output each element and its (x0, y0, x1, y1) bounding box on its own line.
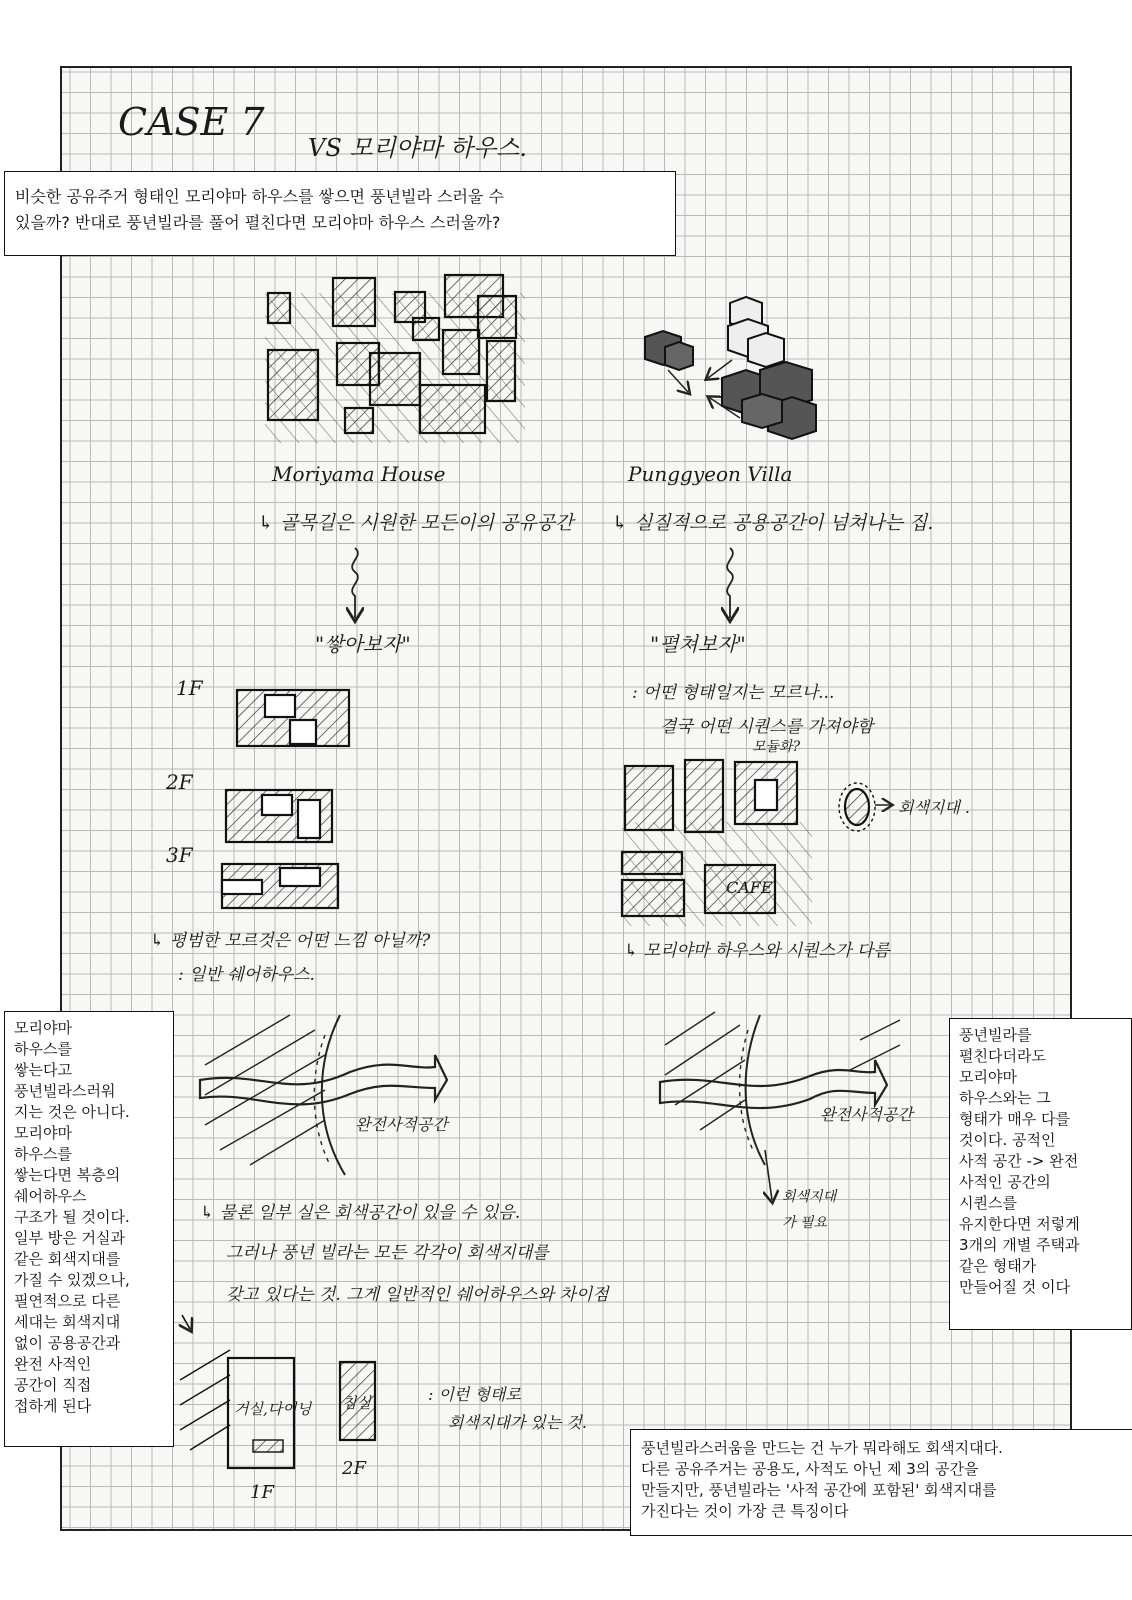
floor-label-1f: 1F (176, 676, 203, 700)
floor-label-2f-bottom: 2F (342, 1458, 366, 1479)
label-punggyeon-villa: Punggyeon Villa (628, 462, 793, 486)
sheet-title: VS 모리야마 하우스. (308, 134, 527, 162)
conclusion-left-1: ↳ 평범한 모르것은 어떤 느낌 아닐까? (150, 931, 431, 951)
note-top-text: 비슷한 공유주거 형태인 모리야마 하우스를 쌓으면 풍년빌라 스러울 수 있을까? 반대로 풍년빌라를 풀어 펼친다면 모리야마 하우스 스러울까? (15, 187, 504, 232)
room-note-3: 갖고 있다는 것. 그게 일반적인 쉐어하우스와 차이점 (226, 1285, 609, 1305)
space-label-left: 완전사적공간 (355, 1115, 448, 1134)
unfold-note-1: : 어떤 형태일지는 모르나... (632, 683, 835, 703)
floor-label-2f: 2F (166, 770, 193, 794)
bottom-note-1: : 이런 형태로 (428, 1385, 521, 1404)
conclusion-right: ↳ 모리야마 하우스와 시퀀스가 다름 (624, 941, 890, 961)
space-label-right: 완전사적공간 (820, 1105, 913, 1124)
note-bottom-text: 풍년빌라스러움을 만드는 건 누가 뭐라해도 회색지대다. 다른 공유주거는 공용도, 사적도 아닌 제 3의 공간을 만들지만, 풍년빌라는 '사적 공간에 포함된' 회색지대를 가진다는 것이 가장 큰 특징이다 (641, 1439, 1003, 1520)
room-note-1: ↳ 물론 일부 실은 회색공간이 있을 수 있음. (200, 1203, 521, 1223)
note-box-top (4, 171, 676, 256)
conclusion-left-2: : 일반 쉐어하우스. (178, 965, 315, 985)
unfold-note-2: 결국 어떤 시퀀스를 가져야함 (660, 717, 874, 737)
note-box-bottom (630, 1429, 1132, 1536)
bottom-note-2: 회색지대가 있는 것. (448, 1413, 587, 1432)
note-moriyama-alley: ↳ 골목길은 시원한 모든이의 공유공간 (258, 512, 574, 534)
moriyama-plan (265, 275, 525, 443)
flow-diagrams (200, 1012, 900, 1200)
label-grey-zone: 회색지대 . (898, 798, 970, 817)
label-stack: "쌓아보자" (315, 632, 411, 656)
grey-need-2: 가 필요 (782, 1215, 828, 1231)
note-box-left (4, 1011, 174, 1447)
unfold-note-3: 모듈화? (752, 739, 801, 755)
note-left-text: 모리야마 하우스를 쌓는다고 풍년빌라스러워 지는 것은 아니다. 모리야마 하우스를 쌓는다면 복층의 쉐어하우스 구조가 될 것이다. 일부 방은 거실과 같은 회색지대를 가질 수 있겠으나, 필연적으로 다른 세대는 회색지대 없이 공용공간과 완전 사적인 공간이 직접 접하게 된다 (14, 1019, 130, 1415)
floor-label-1f-bottom: 1F (250, 1482, 274, 1503)
grey-need-1: 회색지대 (782, 1189, 837, 1205)
label-living-dining: 거실,다이닝 (234, 1400, 312, 1418)
case-label: CASE 7 (118, 100, 265, 144)
stacked-floors (222, 690, 349, 908)
label-moriyama-house: Moriyama House (272, 462, 446, 486)
label-unfold: "펼쳐보자" (650, 632, 746, 656)
floor-label-3f: 3F (166, 843, 193, 867)
note-punggyeon-shared: ↳ 실질적으로 공용공간이 넘쳐나는 집. (612, 512, 934, 534)
room-note-2: 그러나 풍년 빌라는 모든 각각이 회색지대를 (226, 1243, 549, 1263)
label-bedroom: 침실 (342, 1394, 371, 1412)
note-right-text: 풍년빌라를 펼친다더라도 모리야마 하우스와는 그 형태가 매우 다를 것이다. 공적인 사적 공간 -> 완전 사적인 공간의 시퀀스를 유지한다면 저렇게 3개의 개별 주택과 같은 형태가 만들어질 것 이다 (959, 1026, 1080, 1296)
note-box-right (949, 1018, 1132, 1330)
unfolded-plan (622, 760, 890, 926)
punggyeon-cubes (645, 297, 816, 439)
label-cafe: CAFE (726, 878, 773, 897)
